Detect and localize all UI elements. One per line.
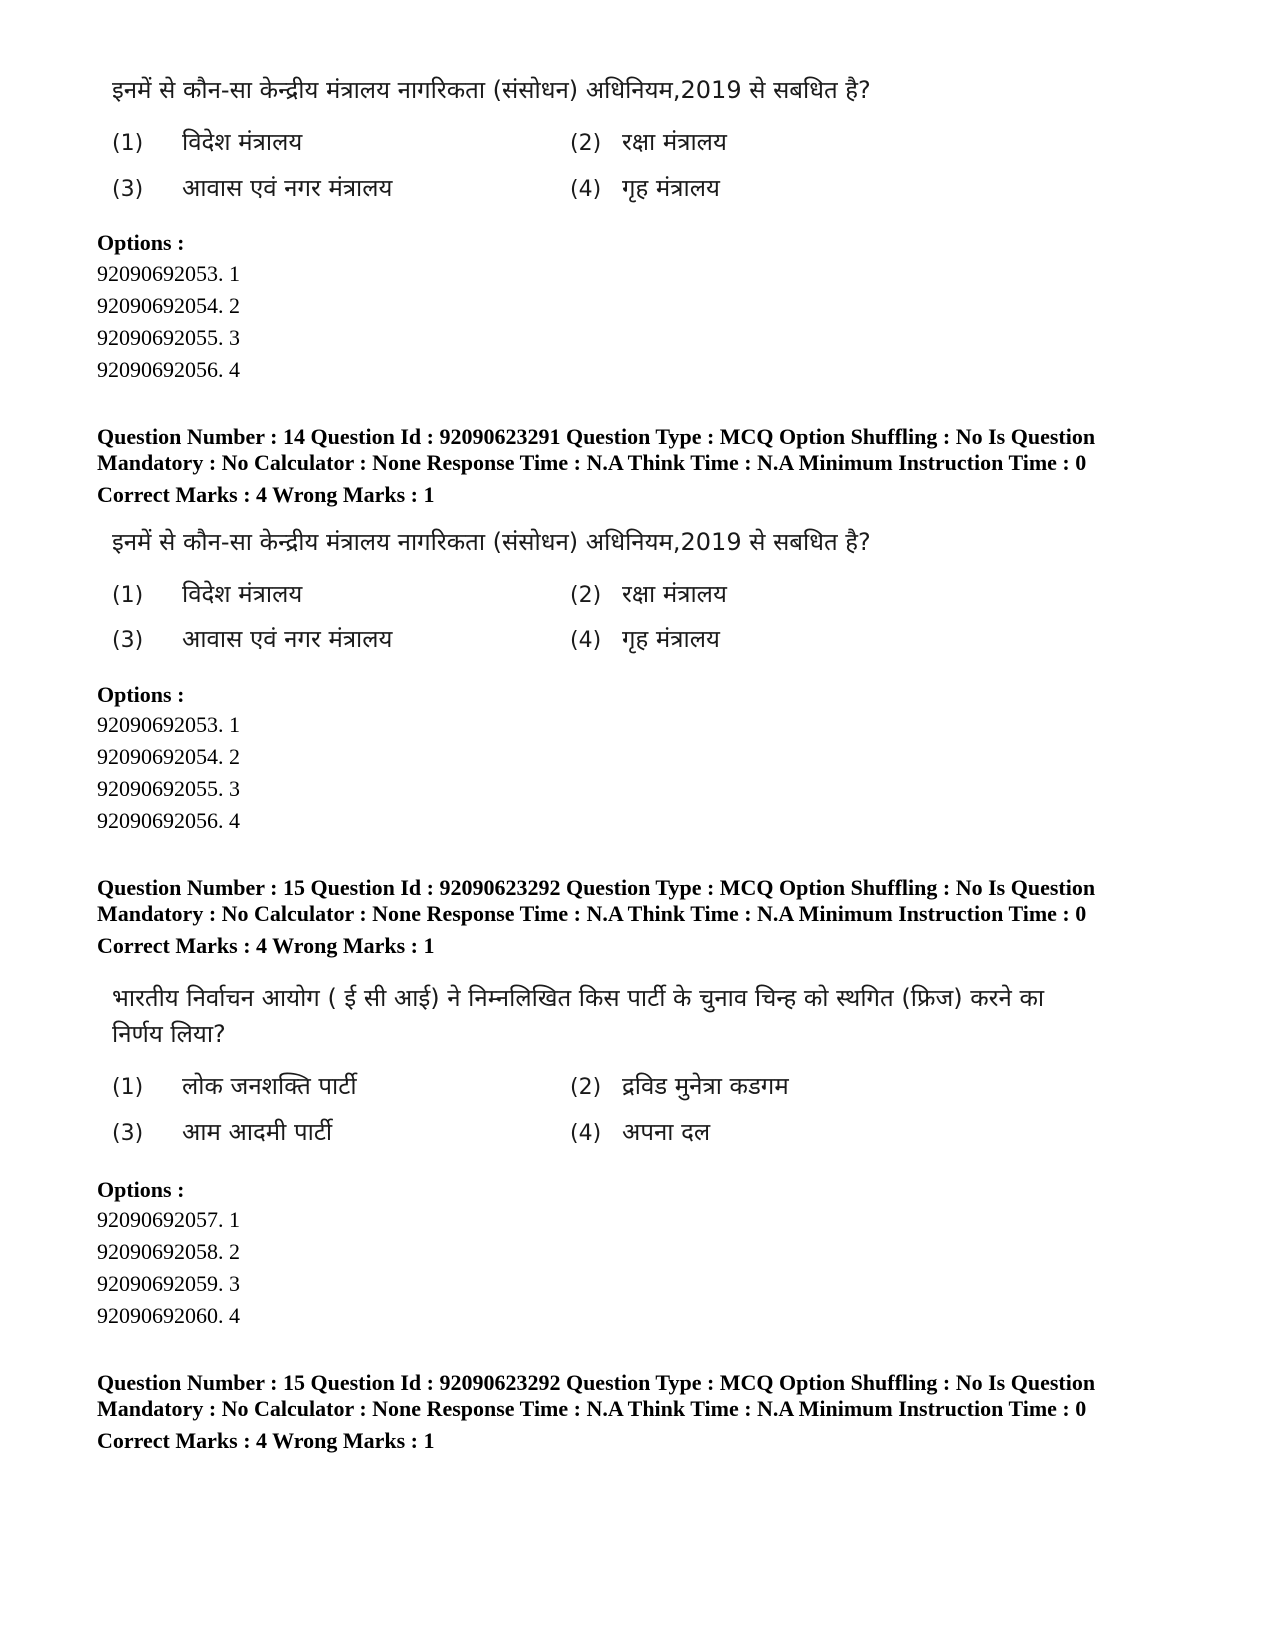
option-item: 92090692056. 4	[97, 357, 240, 382]
choice-text: रक्षा मंत्रालय	[622, 128, 727, 156]
option-item: 92090692054. 2	[97, 744, 240, 769]
choice-number: (2)	[570, 131, 602, 156]
option-item: 92090692055. 3	[97, 776, 240, 801]
choice-3	[112, 1114, 332, 1150]
question-text: इनमें से कौन-सा केन्द्रीय मंत्रालय नागरिकता (संसोधन) अधिनियम,2019 से सबधित है?	[112, 528, 871, 556]
choice-text: विदेश मंत्रालय	[182, 128, 303, 156]
meta-line-2: Mandatory : No Calculator : None Response Time : N.A Think Time : N.A Minimum Instruction Time : 0	[97, 1396, 1087, 1421]
meta-line-2: Mandatory : No Calculator : None Response Time : N.A Think Time : N.A Minimum Instruction Time : 0	[97, 450, 1087, 475]
question-meta	[97, 424, 1177, 508]
question-meta	[97, 875, 1177, 959]
options-list	[97, 1204, 240, 1332]
choice-text: गृह मंत्रालय	[622, 625, 720, 653]
meta-line-2: Mandatory : No Calculator : None Response Time : N.A Think Time : N.A Minimum Instruction Time : 0	[97, 901, 1087, 926]
options-list	[97, 258, 240, 386]
choice-number: (4)	[570, 628, 602, 653]
choice-number: (1)	[112, 131, 144, 156]
question-text: इनमें से कौन-सा केन्द्रीय मंत्रालय नागरिकता (संसोधन) अधिनियम,2019 से सबधित है?	[112, 76, 871, 104]
choice-number: (1)	[112, 583, 144, 608]
choice-1	[112, 1068, 357, 1104]
choice-4	[570, 1114, 710, 1150]
choice-text: आम आदमी पार्टी	[182, 1118, 333, 1146]
choice-text: लोक जनशक्ति पार्टी	[182, 1072, 357, 1100]
choice-number: (2)	[570, 1075, 602, 1100]
choice-2	[570, 576, 727, 612]
options-heading: Options :	[97, 230, 185, 255]
choice-4	[570, 621, 720, 657]
marks-line: Correct Marks : 4 Wrong Marks : 1	[97, 933, 435, 958]
option-item: 92090692055. 3	[97, 325, 240, 350]
choice-4	[570, 170, 720, 206]
marks-line: Correct Marks : 4 Wrong Marks : 1	[97, 1428, 435, 1453]
option-item: 92090692056. 4	[97, 808, 240, 833]
meta-line-1: Question Number : 15 Question Id : 92090623292 Question Type : MCQ Option Shuffling : No Is Question	[97, 875, 1096, 900]
meta-line-1: Question Number : 15 Question Id : 92090623292 Question Type : MCQ Option Shuffling : No Is Question	[97, 1370, 1096, 1395]
option-item: 92090692057. 1	[97, 1207, 240, 1232]
choice-number: (2)	[570, 583, 602, 608]
meta-line-1: Question Number : 14 Question Id : 92090623291 Question Type : MCQ Option Shuffling : No Is Question	[97, 424, 1096, 449]
option-item: 92090692060. 4	[97, 1303, 240, 1328]
question-text: भारतीय निर्वाचन आयोग ( ई सी आई) ने निम्नलिखित किस पार्टी के चुनाव चिन्ह को स्थगित (फ्रिज) करने का निर्णय लिया?	[112, 984, 1045, 1048]
question-meta	[97, 1370, 1177, 1454]
choice-1	[112, 124, 302, 160]
choice-text: रक्षा मंत्रालय	[622, 580, 727, 608]
choice-3	[112, 170, 392, 206]
options-list	[97, 709, 240, 837]
choice-text: आवास एवं नगर मंत्रालय	[182, 174, 393, 202]
choice-text: अपना दल	[622, 1118, 711, 1146]
choice-2	[570, 1068, 789, 1104]
choice-text: द्रविड मुनेत्रा कडगम	[622, 1072, 789, 1100]
choice-number: (1)	[112, 1075, 144, 1100]
options-heading: Options :	[97, 682, 185, 707]
option-item: 92090692053. 1	[97, 712, 240, 737]
choice-text: आवास एवं नगर मंत्रालय	[182, 625, 393, 653]
option-item: 92090692059. 3	[97, 1271, 240, 1296]
choice-number: (4)	[570, 1121, 602, 1146]
option-item: 92090692058. 2	[97, 1239, 240, 1264]
choice-text: गृह मंत्रालय	[622, 174, 720, 202]
options-heading: Options :	[97, 1177, 185, 1202]
choice-1	[112, 576, 302, 612]
marks-line: Correct Marks : 4 Wrong Marks : 1	[97, 482, 435, 507]
choice-number: (3)	[112, 177, 144, 202]
choice-number: (4)	[570, 177, 602, 202]
choice-2	[570, 124, 727, 160]
choice-3	[112, 621, 392, 657]
choice-number: (3)	[112, 628, 144, 653]
option-item: 92090692054. 2	[97, 293, 240, 318]
option-item: 92090692053. 1	[97, 261, 240, 286]
choice-number: (3)	[112, 1121, 144, 1146]
choice-text: विदेश मंत्रालय	[182, 580, 303, 608]
